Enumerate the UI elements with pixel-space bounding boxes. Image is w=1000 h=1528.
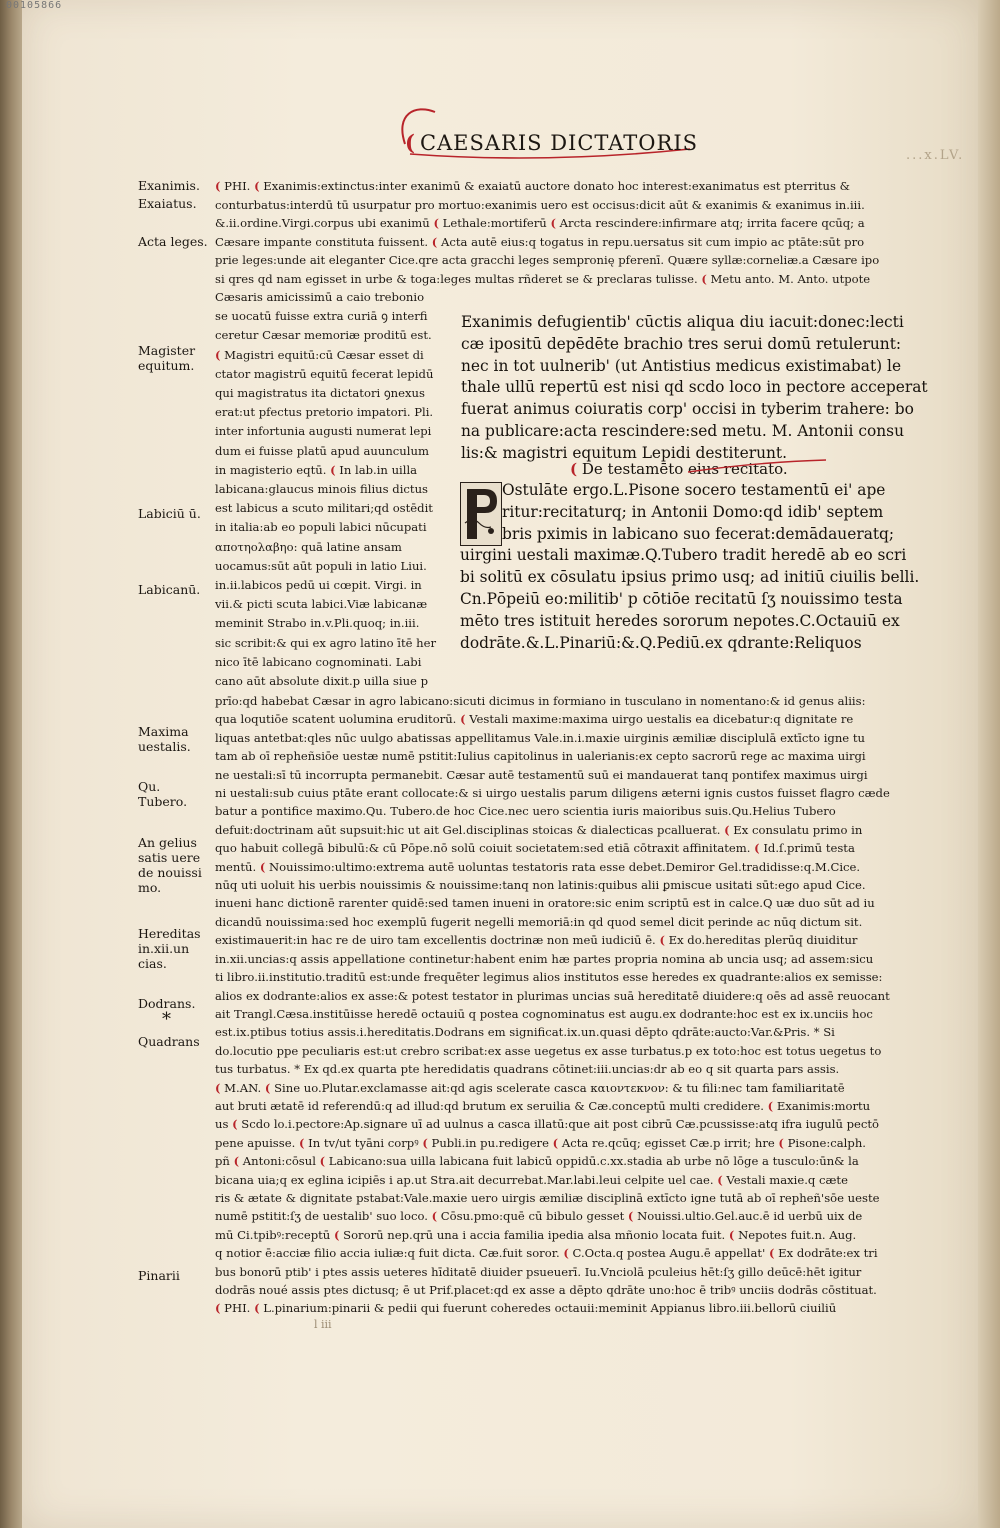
paragraph-mark-icon: ( bbox=[431, 1209, 438, 1224]
paragraph-mark-icon: ( bbox=[422, 1135, 428, 1150]
commentary-line: existimauerit:in hac re de uiro tam excellentis doctrinæ non meū iudiciū ē. ( Ex do.hereditas plerūq diuiditur bbox=[215, 933, 858, 948]
commentary-line: bicana uia;q ex eglina icipiēs i ap.ut Stra.ait decurrebat.Mar.labi.leui celpite uel cae. ( Vestali maxie.q cæte bbox=[215, 1172, 848, 1187]
margin-note: Maxima uestalis. bbox=[138, 724, 191, 754]
margin-note: Acta leges. bbox=[138, 234, 208, 249]
signature-mark: l iii bbox=[314, 1318, 332, 1331]
commentary-line: Cæsare impante constituta fuissent. ( Acta autē eius:q togatus in repu.uersatus sit cum impio ac ptāte:sūt pro bbox=[215, 234, 865, 249]
commentary-line: mentū. ( Nouissimo:ultimo:extrema autē uoluntas testatoris rata esse debet.Demiror Gel.tradidisse:q.M.Cice. bbox=[215, 859, 861, 874]
paragraph-mark-icon: ( bbox=[215, 179, 221, 193]
main-text-line: thale ullū repertū est nisi qd scdo loco in pectore acceperat bbox=[461, 378, 928, 397]
commentary-line: labicana:glaucus minois filius dictus bbox=[215, 482, 428, 497]
commentary-line: dicandū nouissima:sed hoc exemplū fugerit negelli memoriā:in qd quod semel dicit perinde ac nūq dictum sit. bbox=[215, 914, 863, 929]
section-rubric: ( De testamēto eius recitato. bbox=[570, 460, 788, 478]
commentary-line: sic scribit:& qui ex agro latino ītē her bbox=[215, 635, 437, 650]
main-text-line: bi solitū ex cōsulatu ipsius primo usq; ad initiū ciuilis belli. bbox=[460, 568, 920, 587]
commentary-line: numē pstitit:ſʒ de uestalib' suo loco. ( Cōsu.pmo:quē cū bibulo gesset ( Nouissi.ultio.Gel.auc.ē id uerbū uix de bbox=[215, 1209, 863, 1224]
commentary-line: us ( Scdo lo.i.pectore:Ap.signare uī ad uulnus a casca illatū:que ait post cibrū Cæ.pcussisse:atq ifra iugulū pectō bbox=[215, 1117, 880, 1132]
commentary-line: ( M.AN. ( Sine uo.Plutar.exclamasse ait:qd agis scelerate casca καιοντεκνον: & tu fili:nec tam familiaritatē bbox=[215, 1080, 845, 1095]
commentary-line: defuit:doctrinam aūt supsuit:hic ut ait Gel.disciplinas stoicas & dialecticas pcalluerat. ( Ex consulatu primo in bbox=[215, 822, 863, 837]
commentary-line: aut bruti ætatē id referendū:q ad illud:qd brutum ex seruilia & Cæ.conceptū multi credidere. ( Exanimis:mortu bbox=[215, 1098, 871, 1113]
paragraph-mark-icon: ( bbox=[724, 822, 730, 837]
paragraph-mark-icon: ( bbox=[259, 859, 266, 874]
commentary-line: ( Magistri equitū:cū Cæsar esset di bbox=[215, 347, 424, 362]
commentary-block-top bbox=[215, 177, 879, 289]
commentary-line: prie leges:unde ait eleganter Cice.qre acta gracchi leges sempronię pferenī. Quære syllæ:corneliæ.a Cæsare ipo bbox=[215, 253, 880, 268]
paragraph-mark-icon: ( bbox=[232, 1117, 238, 1132]
commentary-line: in magisterio eqtū. ( In lab.in uilla bbox=[215, 462, 418, 477]
running-head bbox=[405, 130, 698, 155]
main-text-line: cæ ipositū depēdēte brachio tres serui domū retulerunt: bbox=[461, 334, 902, 353]
commentary-line: inueni hanc dictionē rarenter quidē:sed tamen inueni in oratore:sic enim scriptū est in calce.Q uæ duo sūt ad iu bbox=[215, 896, 875, 911]
margin-note: Labicanū. bbox=[138, 582, 201, 597]
paragraph-mark-icon: ( bbox=[330, 462, 336, 477]
paragraph-mark-icon: ( bbox=[233, 1154, 240, 1169]
margin-note: Magister equitum. bbox=[138, 343, 196, 373]
paragraph-mark-icon: ( bbox=[570, 460, 578, 478]
commentary-line: q notior ē:acciæ filio accia iuliæ:q fuit dicta. Cæ.fuit soror. ( C.Octa.q postea Augu.ē appellat' ( Ex dodrāte:ex tri bbox=[215, 1246, 878, 1261]
paragraph-mark-icon: ( bbox=[627, 1209, 634, 1224]
commentary-line: ( PHI. ( Exanimis:extinctus:inter exanimū & exaiatū auctore donato hoc interest:exanimatus est pterritus & bbox=[215, 179, 850, 193]
paragraph-mark-icon: ( bbox=[215, 1080, 221, 1095]
commentary-line: pene apuisse. ( In tv/ut tyāni corpꝰ ( Publi.in pu.redigere ( Acta re.qcūq; egisset Cæ.p irrit; hre ( Pisone:calph. bbox=[215, 1135, 866, 1150]
commentary-line: ris & ætate & dignitate pstabat:Vale.maxie uero uirgis æmiliæ disciplinā extīcto igne tutā ab oī repheñ'sōe ueste bbox=[215, 1190, 880, 1205]
commentary-line: uocamus:sūt aūt populi in latio Liui. bbox=[215, 558, 427, 573]
main-text-line: ritur:recitaturq; in Antonii Domo:qd idib' septem bbox=[502, 502, 884, 521]
commentary-line: in.ii.labicos pedū ui cœpit. Virgi. in bbox=[215, 578, 422, 593]
margin-note: Dodrans. bbox=[138, 996, 196, 1011]
main-text-line: Cn.Pōpeiū eo:militib' p cōtiōe recitatū ſʒ nouissimo testa bbox=[460, 589, 903, 608]
paragraph-mark-icon: ( bbox=[333, 1227, 340, 1242]
paragraph-mark-icon: ( bbox=[767, 1098, 774, 1113]
commentary-line: ni uestali:sub cuius ptāte erant collocate:& si uirgo uestalis parum diligens æterni ignis custos fuisset flagro cæde bbox=[215, 786, 890, 801]
main-text-line: lis:& magistri equitum Lepidi destiterunt. bbox=[461, 443, 787, 462]
paragraph-mark-icon: ( bbox=[254, 1301, 260, 1316]
main-text-block-b bbox=[460, 480, 932, 654]
commentary-line: do.locutio ppe peculiaris est:ut crebro scribat:ex asse uegetus ex asse turbatus.p ex toto:hoc est totus uegetus to bbox=[215, 1043, 882, 1058]
commentary-line: nico ītē labicano cognominati. Labi bbox=[215, 654, 422, 669]
main-text-line: na publicare:acta rescindere:sed metu. M. Antonii consu bbox=[461, 421, 904, 440]
main-text-line: mēto tres istituit heredes sororum nepotes.C.Octauiū ex bbox=[460, 611, 900, 630]
commentary-line: conturbatus:interdū tū usurpatur pro mortuo:exanimis uero est occisus:dicit aūt & exanimis & exanimus in.iii. bbox=[215, 197, 865, 212]
margin-note: Quadrans bbox=[138, 1034, 200, 1049]
commentary-line: ait Trangl.Cæsa.institūisse heredē octauiū q postea cognominatus est augu.ex dodrante:hoc est ex ix.unciis hoc bbox=[215, 1006, 873, 1021]
paragraph-mark-icon: ( bbox=[298, 1135, 305, 1150]
main-text-line: bris pximis in labicano suo fecerat:demādaueratq; bbox=[502, 524, 895, 543]
margin-note: Exaiatus. bbox=[138, 196, 197, 211]
paragraph-mark-icon: ( bbox=[728, 1227, 735, 1242]
commentary-line: est labicus a scuto militari;qd ostēdit bbox=[215, 501, 433, 516]
paragraph-mark-icon: ( bbox=[754, 841, 760, 856]
commentary-narrow-column bbox=[215, 288, 436, 691]
red-rubric-flourish bbox=[688, 458, 828, 478]
paragraph-mark-icon: ( bbox=[701, 271, 707, 286]
running-head-text: CAESARIS DICTATORIS bbox=[419, 131, 699, 155]
asterisk-mark: * bbox=[162, 1009, 171, 1030]
margin-note: Qu. Tubero. bbox=[138, 779, 188, 809]
commentary-line: pñ ( Antoni:cōsul ( Labicano:sua uilla labicana fuit labicū oppidū.c.xx.stadia ab urbe nō lōge a tusculo:ūn& la bbox=[215, 1154, 859, 1169]
paragraph-mark-icon: ( bbox=[215, 347, 221, 362]
woodcut-initial-p bbox=[460, 482, 502, 546]
commentary-line: alios ex dodrante:alios ex asse:& potest testator in plurimas uncias suā hereditatē diuidere:q oēs ad assē reuocant bbox=[215, 988, 890, 1003]
commentary-line: liquas antetbat:qles nūc uulgo abatissas appellitamus Vale.in.i.maxie uirginis æmiliæ disciplulā extīcto igne tu bbox=[215, 730, 865, 745]
paragraph-mark-icon: ( bbox=[460, 712, 466, 727]
paragraph-mark-icon: ( bbox=[215, 1301, 221, 1316]
commentary-line: qui magistratus ita dictatori ꝯnexus bbox=[215, 386, 425, 401]
commentary-line: batur a pontifice maximo.Qu. Tubero.de hoc Cice.nec uero scientia iuris maioribus suis.Qu.Helius Tubero bbox=[215, 804, 836, 819]
commentary-line: αποτηολαβηο: quā latine ansam bbox=[215, 539, 402, 554]
commentary-line: ctator magistrū equitū fecerat lepidū bbox=[215, 366, 434, 381]
commentary-line: nūq uti uoluit his uerbis nouissimis & nouissime:tanq non latinis:quibus alii ꝑmiscue usitati sūt:ego apud Cice. bbox=[215, 878, 866, 893]
right-page-edges bbox=[978, 0, 1000, 1528]
paragraph-mark-icon: ( bbox=[552, 1135, 559, 1150]
commentary-line: dum ei fuisse platū apud auunculum bbox=[215, 443, 429, 458]
margin-note: Hereditas in.xii.un cias. bbox=[138, 926, 201, 971]
main-text-block-a bbox=[461, 312, 931, 465]
commentary-line: in.xii.uncias:q assis appellatione continetur:habent enim hæ partes propria nomina ab uncia usq; ad assem:sicu bbox=[215, 951, 874, 966]
commentary-line: ( PHI. ( L.pinarium:pinarii & pedii qui fuerunt coheredes octauii:meminit Appianus libro.iii.bellorū ciuiliū bbox=[215, 1301, 837, 1316]
commentary-line: est.ix.ptibus totius assis.i.hereditatis.Dodrans em significat.ix.un.quasi dēpto qdrāte:aucto:Var.&Pris. * Si bbox=[215, 1025, 835, 1040]
margin-note: An gelius satis uere de nouissi mo. bbox=[138, 835, 202, 895]
commentary-line: tam ab oī repheñsiōe uestæ numē pstitit:Iulius capitolinus in ualerianis:ex cepto sacrorū rege ac maxima uirgi bbox=[215, 749, 866, 764]
commentary-line: ti libro.ii.institutio.traditū est:unde frequēter legimus alios institutos esse heredes ex quadrante:alios ex semisse: bbox=[215, 970, 883, 985]
commentary-line: meminit Strabo in.v.Pli.quoq; in.iii. bbox=[215, 616, 420, 631]
paragraph-mark-icon: ( bbox=[254, 179, 260, 193]
commentary-line: Cæsaris amicissimū a caio trebonio bbox=[215, 290, 425, 304]
commentary-line: qua loqutiōe scatent uolumina eruditorū. ( Vestali maxime:maxima uirgo uestalis ea dicebatur:q dignitate re bbox=[215, 712, 854, 727]
paragraph-mark-icon: ( bbox=[563, 1246, 569, 1261]
main-text-line: Ostulāte ergo.L.Pisone socero testamentū ei' ape bbox=[502, 481, 886, 499]
commentary-line: erat:ut pfectus pretorio impatori. Pli. bbox=[215, 405, 434, 420]
commentary-line: prīo:qd habebat Cæsar in agro labicano:sicuti dicimus in formiano in tusculano in nomentano:& id genus aliis: bbox=[215, 694, 866, 708]
paragraph-mark-icon: ( bbox=[319, 1154, 326, 1169]
paragraph-mark-icon: ( bbox=[659, 933, 665, 948]
commentary-line: vii.& picti scuta labici.Viæ labicanæ bbox=[215, 597, 428, 612]
commentary-line: ne uestali:sī tū incorrupta permanebit. Cæsar autē testamentū suū ei mandauerat tanq pontifex maximus uirgi bbox=[215, 767, 868, 782]
main-text-line: fuerat animus coiuratis corp' occisi in tyberim trahere: bo bbox=[461, 400, 914, 419]
margin-note: Pinarii bbox=[138, 1268, 180, 1283]
commentary-block-bottom bbox=[215, 692, 890, 1318]
margin-note: Labiciū ū. bbox=[138, 506, 201, 521]
paragraph-mark-icon: ( bbox=[264, 1080, 271, 1095]
main-text-line: dodrāte.&.L.Pinariū:&.Q.Pediū.ex qdrante:Reliquos bbox=[460, 633, 862, 652]
commentary-line: in italia:ab eo populi labici nūcupati bbox=[215, 520, 427, 535]
main-text-line: nec in tot uulnerib' (ut Antistius medicus existimabat) le bbox=[461, 356, 902, 375]
commentary-line: dodrās noué assis ptes dictusq; ē ut Prif.placet:qd ex asse a dēpto qdrāte uno:hoc ē tribꝰ unciis dodrās cōstituat. bbox=[215, 1283, 877, 1297]
commentary-line: ceretur Cæsar memoriæ proditū est. bbox=[215, 328, 432, 343]
commentary-line: quo habuit collegā bibulū:& cū Pōpe.nō solū coiuit societatem:sed etiā cōtraxit affinitatem. ( Id.ſ.primū testa bbox=[215, 841, 855, 856]
show-through-head: ...x.LV. bbox=[906, 148, 965, 163]
paragraph-mark-icon: ( bbox=[433, 216, 439, 231]
commentary-line: mū Ci.tpibꝰ:receptū ( Sororū nep.qrū una i accia familia ipedia alsa mñonio locata fuit. ( Nepotes fuit.n. Aug. bbox=[215, 1227, 857, 1242]
commentary-line: si qres qd nam egisset in urbe & toga:leges multas rñderet se & preclaras tulisse. ( Metu anto. M. Anto. utpote bbox=[215, 271, 871, 286]
main-text-line: Exanimis defugientib' cūctis aliqua diu iacuit:donec:lecti bbox=[461, 313, 904, 331]
pilcrow-mark: ( bbox=[405, 130, 416, 155]
margin-note: Exanimis. bbox=[138, 178, 200, 193]
commentary-line: cano aūt absolute dixit.p uilla siue p bbox=[215, 674, 429, 689]
main-text-line: uirgini uestali maximæ.Q.Tubero tradit heredē ab eo scri bbox=[460, 546, 907, 565]
paragraph-mark-icon: ( bbox=[768, 1246, 775, 1261]
paragraph-mark-icon: ( bbox=[431, 234, 438, 249]
paragraph-mark-icon: ( bbox=[717, 1172, 723, 1187]
paragraph-mark-icon: ( bbox=[550, 216, 556, 231]
commentary-line: bus bonorū ptib' i ptes assis ueteres hīditatē diuider psueuerī. Iu.Vnciolā pculeius hēt:ſʒ gillo deūcē:hēt igitur bbox=[215, 1264, 862, 1279]
paragraph-mark-icon: ( bbox=[778, 1135, 784, 1150]
commentary-line: tus turbatus. * Ex qd.ex quarta pte heredidatis quadrans cōtinet:iii.uncias:dr ab eo q sit quarta pars assis. bbox=[215, 1062, 840, 1077]
commentary-line: se uocatū fuisse extra curiā ꝯ interfi bbox=[215, 309, 428, 324]
commentary-line: &.ii.ordine.Virgi.corpus ubi exanimū ( Lethale:mortiferū ( Arcta rescindere:infirmare atq; irrita facere qcūq; a bbox=[215, 216, 865, 231]
shelfmark: 00105866 bbox=[6, 0, 63, 11]
initial-p-icon bbox=[461, 483, 501, 545]
commentary-line: inter infortunia augusti numerat lepi bbox=[215, 424, 432, 439]
